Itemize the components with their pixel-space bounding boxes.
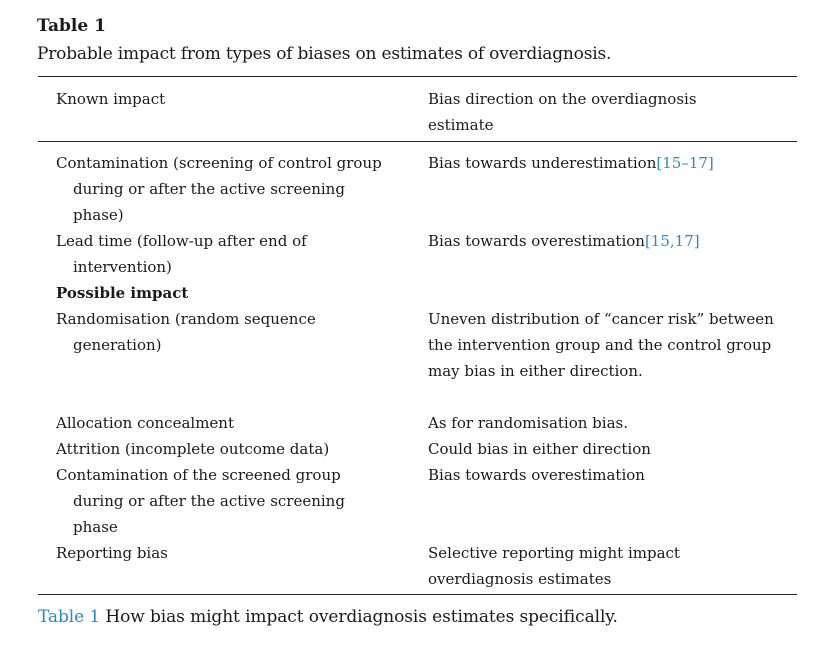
reference-link[interactable]: [15,17] [644,232,700,250]
row-label: Reporting bias [56,544,168,562]
row-reporting-bias [56,540,396,566]
row-attrition-direction: Could bias in either direction [428,440,651,458]
footer-caption [38,607,618,627]
row-reporting-bias-direction: Selective reporting might impact overdiagnosis estimates [428,544,680,588]
footer-table-link[interactable]: Table 1 [38,607,101,627]
row-label: Contamination of the screened group during or after the active screening phase [56,466,345,536]
row-allocation [56,410,396,436]
row-lead-time-direction [428,228,796,254]
direction-text: Bias towards underestimation [428,154,657,172]
table-label: Table 1 [37,16,106,36]
reference-link[interactable]: [15–17] [656,154,714,172]
row-label: Lead time (follow-up after end of intervention) [56,232,307,276]
row-label: Allocation concealment [56,414,234,432]
header-known-impact: Known impact [56,90,166,108]
footer-text: How bias might impact overdiagnosis estimates specifically. [105,607,618,627]
row-randomisation [56,306,396,358]
header-bias-direction: Bias direction on the overdiagnosis estimate [428,90,697,134]
row-label: Randomisation (random sequence generation) [56,310,316,354]
row-contamination-control-direction [428,150,796,176]
row-contamination-control [56,150,396,228]
row-randomisation-direction: Uneven distribution of “cancer risk” between the intervention group and the control group may bias in either direction. [428,310,774,380]
row-attrition [56,436,396,462]
section-possible-impact: Possible impact [56,284,189,302]
row-label: Attrition (incomplete outcome data) [56,440,330,458]
row-contamination-screened [56,462,386,540]
table-bottom-rule [38,594,797,595]
row-allocation-direction: As for randomisation bias. [428,414,628,432]
table-header-rule [38,141,797,142]
row-contamination-screened-direction: Bias towards overestimation [428,466,645,484]
row-lead-time [56,228,396,280]
table-top-rule [38,76,797,77]
table-caption: Probable impact from types of biases on estimates of overdiagnosis. [37,44,612,64]
direction-text: Bias towards overestimation [428,232,645,250]
row-label: Contamination (screening of control group during or after the active screening phase) [56,154,382,224]
